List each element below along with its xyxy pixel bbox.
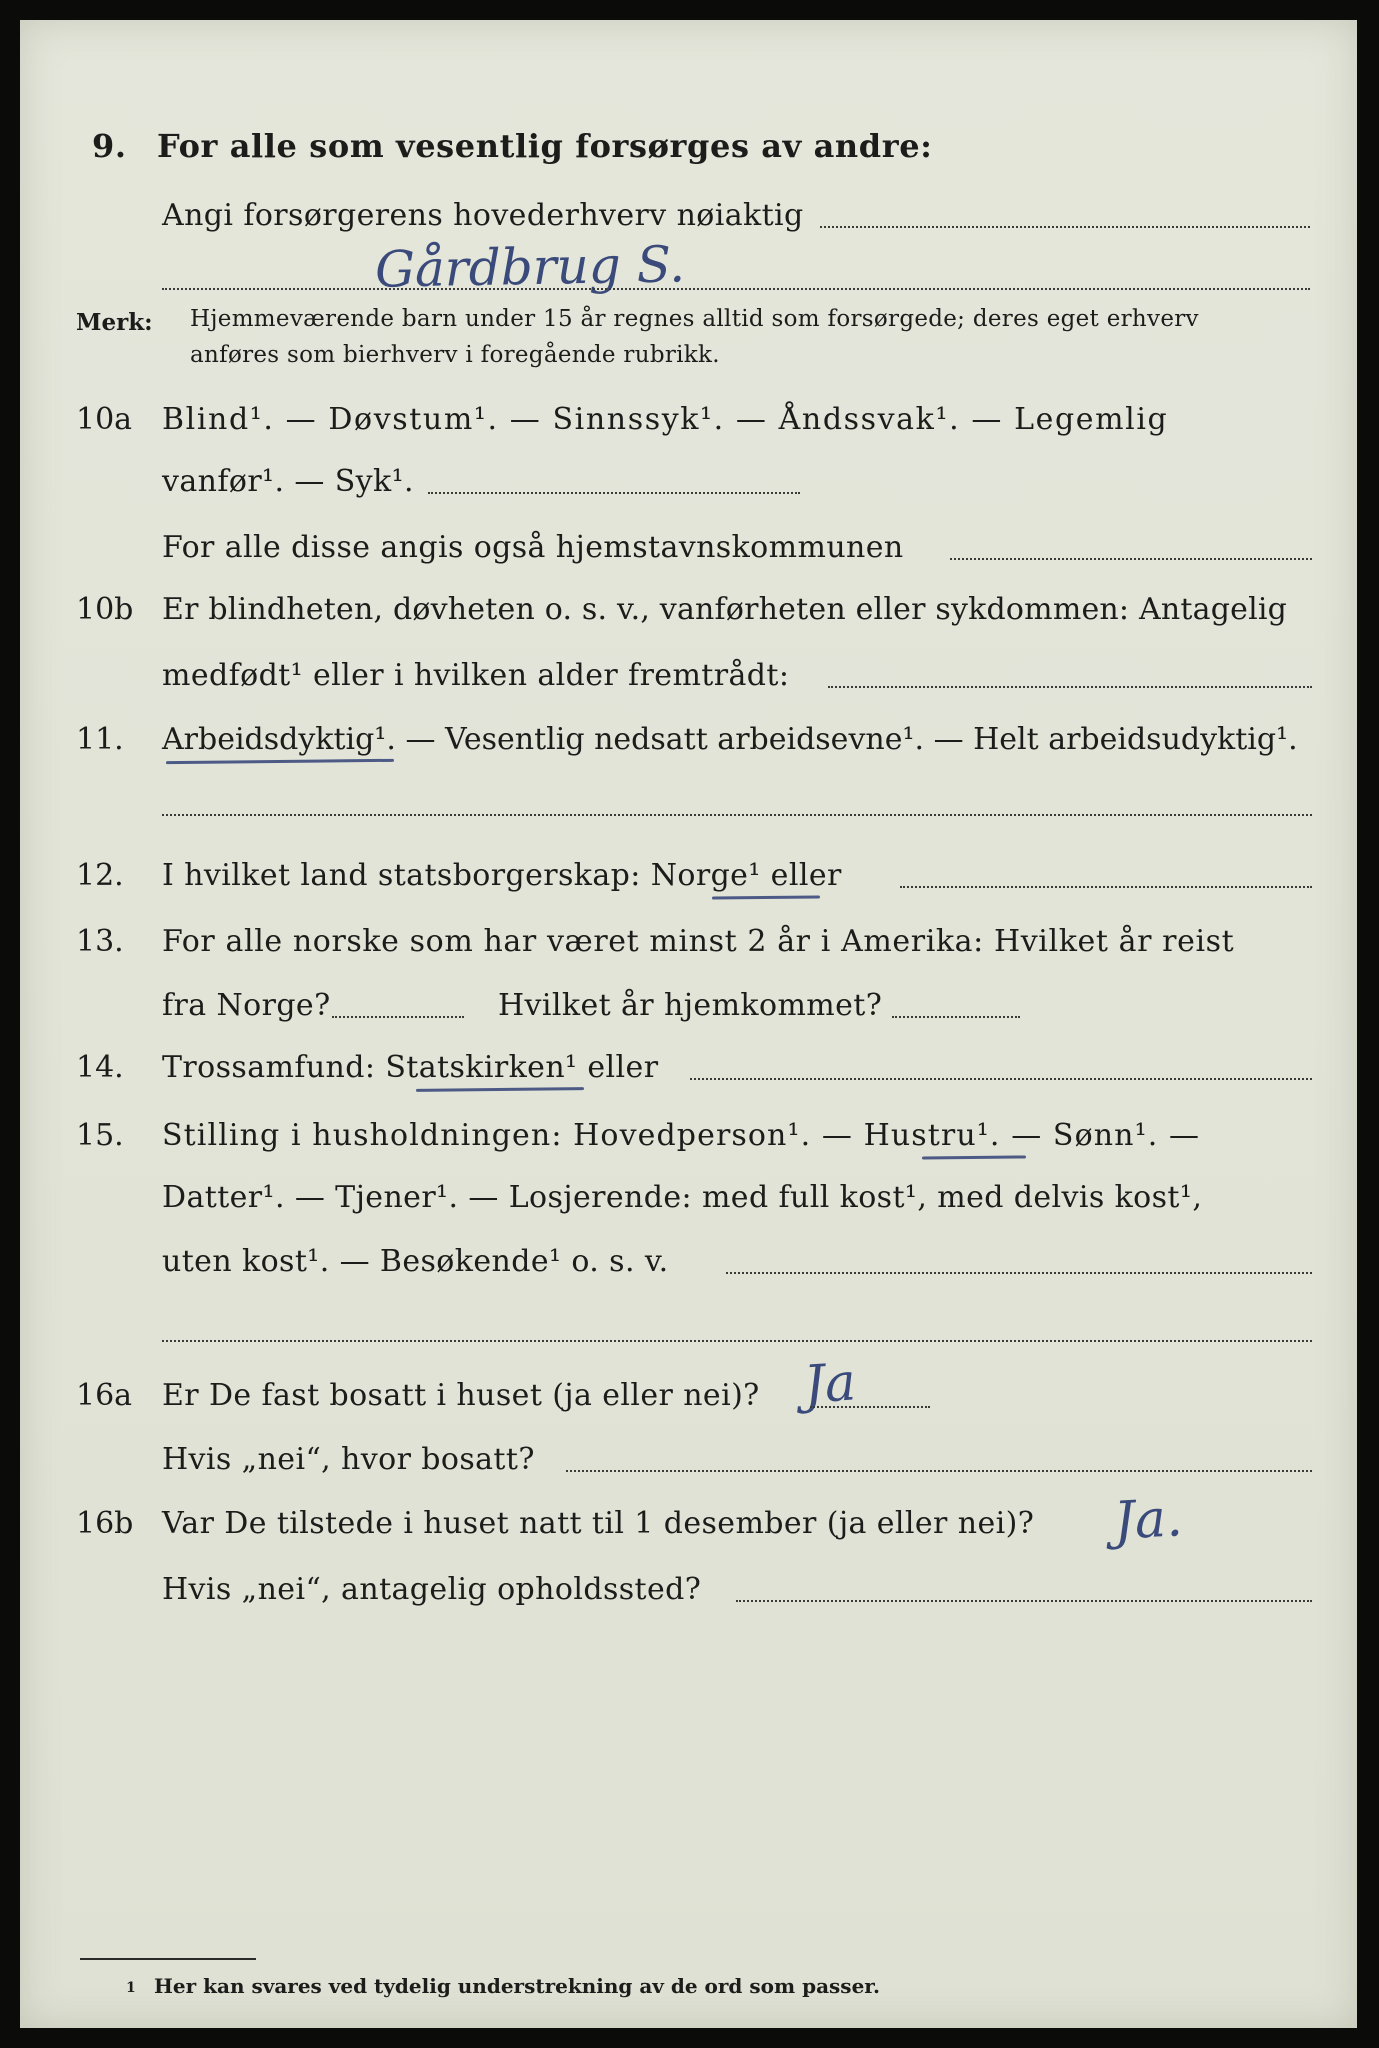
merk-line-1: Hjemmeværende barn under 15 år regnes alltid som forsørgede; deres eget erhverv xyxy=(190,306,1199,332)
q15-line-2: Datter¹. — Tjener¹. — Losjerende: med full kost¹, med delvis kost¹, xyxy=(162,1180,1203,1215)
q11-answer-underline xyxy=(166,759,394,764)
q10b-age-line xyxy=(828,686,1312,688)
q16a-bosatt-line xyxy=(566,1470,1312,1472)
q13-line-2b: Hvilket år hjemkommet? xyxy=(498,988,883,1023)
q9-answer-line xyxy=(162,288,1310,290)
q13-number: 13. xyxy=(76,924,124,959)
q10b-line-2: medfødt¹ eller i hvilken alder fremtrådt: xyxy=(162,658,790,693)
q9-prompt: Angi forsørgerens hovederhverv nøiaktig xyxy=(162,198,804,233)
q13-reist-line xyxy=(332,1016,464,1018)
q16a-answer-line xyxy=(810,1406,930,1408)
q15-line-1: Stilling i husholdningen: Hovedperson¹. — Hustru¹. — Sønn¹. — xyxy=(162,1118,1201,1153)
q16b-line-1: Var De tilstede i huset natt til 1 desember (ja eller nei)? xyxy=(162,1506,1035,1541)
q15-osv-line xyxy=(726,1272,1312,1274)
q13-hjemkommet-line xyxy=(892,1016,1020,1018)
q10b-line-1: Er blindheten, døvheten o. s. v., vanførheten eller sykdommen: Antagelig xyxy=(162,592,1288,627)
q16b-opholdssted-line xyxy=(736,1600,1312,1602)
q14-text: Trossamfund: Statskirken¹ eller xyxy=(162,1050,659,1085)
q13-line-1: For alle norske som har været minst 2 år i Amerika: Hvilket år reist xyxy=(162,924,1235,959)
q15-extra-line xyxy=(162,1340,1312,1342)
q10b-number: 10b xyxy=(76,592,134,627)
q16a-line-2: Hvis „nei“, hvor bosatt? xyxy=(162,1442,535,1477)
merk-line-2: anføres som bierhverv i foregående rubrikk. xyxy=(190,342,720,368)
census-form-page xyxy=(20,20,1357,2028)
q16b-number: 16b xyxy=(76,1506,134,1541)
footnote-rule xyxy=(80,1958,256,1960)
q16a-number: 16a xyxy=(76,1378,133,1413)
footnote-mark: 1 xyxy=(126,1980,136,1996)
merk-label: Merk: xyxy=(76,309,153,336)
q12-text: I hvilket land statsborgerskap: Norge¹ eller xyxy=(162,858,842,893)
q16a-line-1: Er De fast bosatt i huset (ja eller nei)? xyxy=(162,1378,760,1413)
q14-number: 14. xyxy=(76,1050,124,1085)
q15-line-3: uten kost¹. — Besøkende¹ o. s. v. xyxy=(162,1244,669,1279)
q10a-line-1: Blind¹. — Døvstum¹. — Sinnssyk¹. — Åndssvak¹. — Legemlig xyxy=(162,402,1169,437)
q12-answer-underline xyxy=(712,895,820,899)
q11-line-1: Arbeidsdyktig¹. — Vesentlig nedsatt arbeidsevne¹. — Helt arbeidsudyktig¹. xyxy=(162,722,1298,757)
q15-answer-underline xyxy=(922,1155,1026,1159)
q12-other-line xyxy=(900,886,1312,888)
q16b-line-2: Hvis „nei“, antagelig opholdssted? xyxy=(162,1572,702,1607)
q9-number: 9. xyxy=(92,127,127,165)
q10a-number: 10a xyxy=(76,402,133,437)
q12-number: 12. xyxy=(76,858,124,893)
q9-prompt-line xyxy=(820,226,1310,228)
q10a-syk-line xyxy=(428,492,800,494)
q9-handwritten-answer: Gårdbrug S. xyxy=(374,235,686,299)
q10a-line-3: For alle disse angis også hjemstavnskommunen xyxy=(162,530,904,565)
q15-number: 15. xyxy=(76,1118,124,1153)
q16a-handwritten-answer: Ja xyxy=(801,1352,858,1416)
footnote-text: Her kan svares ved tydelig understrekning av de ord som passer. xyxy=(154,1974,880,1998)
q14-other-line xyxy=(690,1078,1312,1080)
q9-title: For alle som vesentlig forsørges av andre: xyxy=(157,127,933,165)
q13-line-2a: fra Norge? xyxy=(162,988,331,1023)
q14-answer-underline xyxy=(416,1087,584,1092)
q16b-handwritten-answer: Ja. xyxy=(1112,1488,1184,1552)
q11-extra-line xyxy=(162,814,1312,816)
q10a-line-2: vanfør¹. — Syk¹. xyxy=(162,464,414,499)
q11-number: 11. xyxy=(76,722,124,757)
q10a-kommune-line xyxy=(950,558,1312,560)
